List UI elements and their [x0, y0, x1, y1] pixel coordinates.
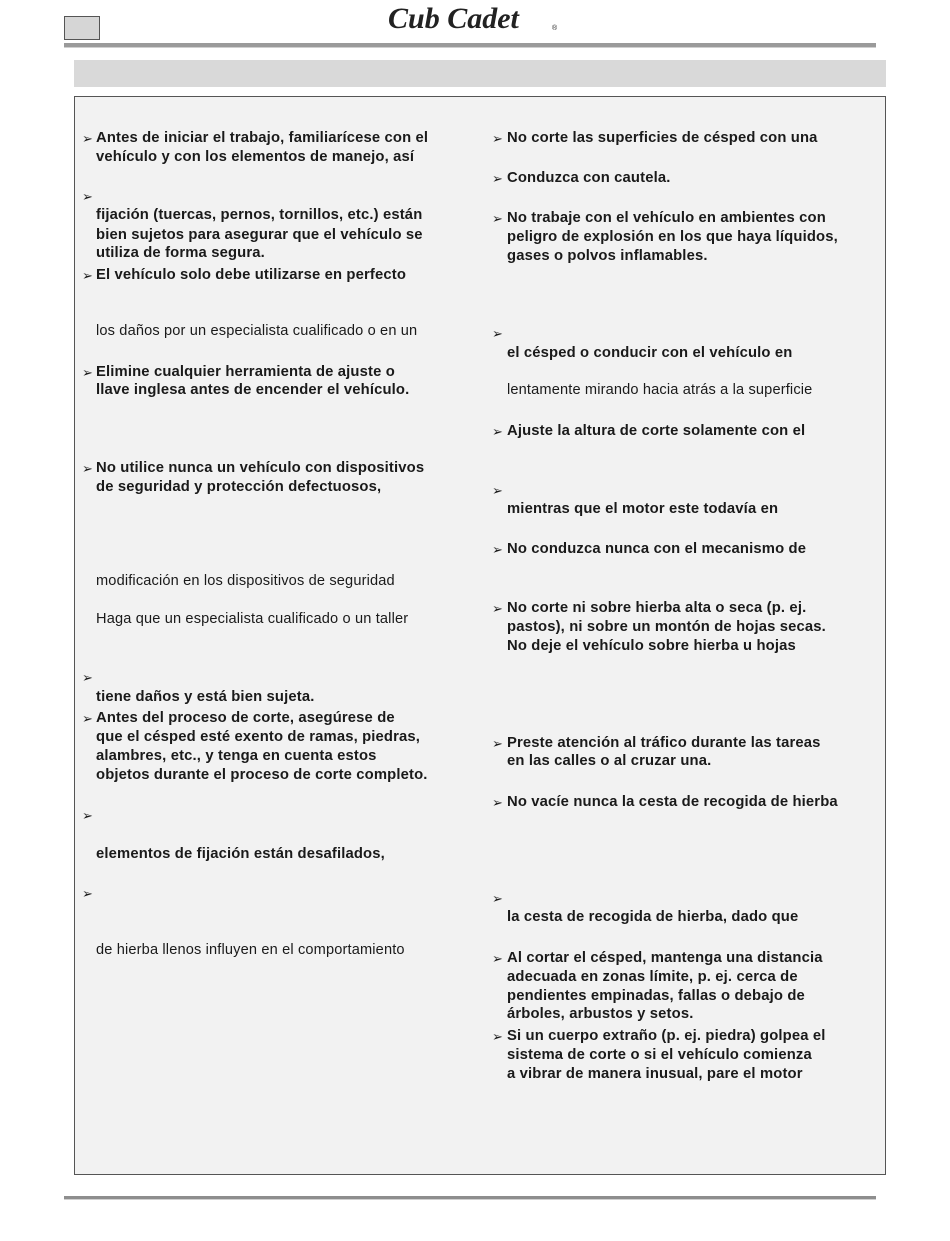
- text-line: No corte ni sobre hierba alta o seca (p. ej.: [507, 600, 807, 616]
- bullet-arrow-icon: ➢: [492, 1029, 503, 1044]
- bullet-arrow-icon: ➢: [82, 670, 93, 685]
- text-line: de seguridad y protección defectuosos,: [96, 479, 382, 495]
- text-line: pendientes empinadas, fallas o debajo de: [507, 988, 805, 1004]
- text-line: gases o polvos inflamables.: [507, 248, 708, 264]
- page-number-box: [64, 16, 100, 40]
- header-rule: [64, 43, 876, 48]
- bullet-arrow-icon: ➢: [82, 268, 93, 283]
- bullet-arrow-icon: ➢: [492, 795, 503, 810]
- bullet-arrow-icon: ➢: [492, 326, 503, 341]
- text-line: modificación en los dispositivos de seguridad: [96, 573, 395, 589]
- text-line: Haga que un especialista cualificado o un taller: [96, 611, 409, 627]
- text-line: Ajuste la altura de corte solamente con el: [507, 423, 806, 439]
- bullet-arrow-icon: ➢: [82, 131, 93, 146]
- text-line: que el césped esté exento de ramas, piedras,: [96, 729, 421, 745]
- text-line: objetos durante el proceso de corte completo.: [96, 767, 428, 783]
- text-line: árboles, arbustos y setos.: [507, 1006, 694, 1022]
- bullet-arrow-icon: ➢: [82, 365, 93, 380]
- text-line: Antes de iniciar el trabajo, familiarícese con el: [96, 130, 429, 146]
- svg-text:®: ®: [552, 25, 558, 32]
- text-line: Conduzca con cautela.: [507, 170, 671, 186]
- cub-cadet-logo: [384, 2, 574, 36]
- brand-text: Cub Cadet: [388, 2, 519, 35]
- text-line: lentamente mirando hacia atrás a la superficie: [507, 382, 813, 398]
- text-line: Elimine cualquier herramienta de ajuste o: [96, 364, 395, 380]
- footer-rule: [64, 1196, 876, 1200]
- text-line: a vibrar de manera inusual, pare el motor: [507, 1066, 803, 1082]
- text-line: adecuada en zonas límite, p. ej. cerca de: [507, 969, 798, 985]
- bullet-arrow-icon: ➢: [82, 886, 93, 901]
- text-line: pastos), ni sobre un montón de hojas secas.: [507, 619, 826, 635]
- text-line: No trabaje con el vehículo en ambientes con: [507, 210, 826, 226]
- bullet-arrow-icon: ➢: [492, 483, 503, 498]
- bullet-arrow-icon: ➢: [82, 189, 93, 204]
- text-line: alambres, etc., y tenga en cuenta estos: [96, 748, 377, 764]
- text-line: Si un cuerpo extraño (p. ej. piedra) golpea el: [507, 1028, 826, 1044]
- text-line: Antes del proceso de corte, asegúrese de: [96, 710, 395, 726]
- text-line: bien sujetos para asegurar que el vehículo se: [96, 227, 423, 243]
- text-line: peligro de explosión en los que haya líquidos,: [507, 229, 838, 245]
- text-line: No deje el vehículo sobre hierba u hojas: [507, 638, 796, 654]
- text-line: el césped o conducir con el vehículo en: [507, 345, 793, 361]
- bullet-arrow-icon: ➢: [82, 461, 93, 476]
- text-line: mientras que el motor este todavía en: [507, 501, 779, 517]
- text-line: No conduzca nunca con el mecanismo de: [507, 541, 807, 557]
- text-line: fijación (tuercas, pernos, tornillos, etc.) están: [96, 207, 423, 223]
- text-line: No utilice nunca un vehículo con dispositivos: [96, 460, 425, 476]
- text-line: tiene daños y está bien sujeta.: [96, 689, 315, 705]
- text-line: El vehículo solo debe utilizarse en perfecto: [96, 267, 407, 283]
- bullet-arrow-icon: ➢: [492, 424, 503, 439]
- bullet-arrow-icon: ➢: [492, 891, 503, 906]
- text-line: vehículo y con los elementos de manejo, así: [96, 149, 415, 165]
- text-line: sistema de corte o si el vehículo comienza: [507, 1047, 812, 1063]
- text-line: los daños por un especialista cualificado o en un: [96, 323, 418, 339]
- text-line: No vacíe nunca la cesta de recogida de hierba: [507, 794, 838, 810]
- text-line: de hierba llenos influyen en el comportamiento: [96, 942, 405, 958]
- text-line: No corte las superficies de césped con una: [507, 130, 818, 146]
- bullet-arrow-icon: ➢: [492, 171, 503, 186]
- text-line: llave inglesa antes de encender el vehículo.: [96, 382, 410, 398]
- bullet-arrow-icon: ➢: [492, 542, 503, 557]
- text-line: Preste atención al tráfico durante las tareas: [507, 735, 821, 751]
- bullet-arrow-icon: ➢: [82, 711, 93, 726]
- bullet-arrow-icon: ➢: [82, 808, 93, 823]
- text-line: Al cortar el césped, mantenga una distancia: [507, 950, 823, 966]
- text-line: utiliza de forma segura.: [96, 245, 265, 261]
- text-line: en las calles o al cruzar una.: [507, 753, 712, 769]
- bullet-arrow-icon: ➢: [492, 601, 503, 616]
- text-line: la cesta de recogida de hierba, dado que: [507, 909, 799, 925]
- bullet-arrow-icon: ➢: [492, 736, 503, 751]
- section-header-bar: [74, 60, 886, 87]
- bullet-arrow-icon: ➢: [492, 211, 503, 226]
- bullet-arrow-icon: ➢: [492, 131, 503, 146]
- text-line: elementos de fijación están desafilados,: [96, 846, 385, 862]
- bullet-arrow-icon: ➢: [492, 951, 503, 966]
